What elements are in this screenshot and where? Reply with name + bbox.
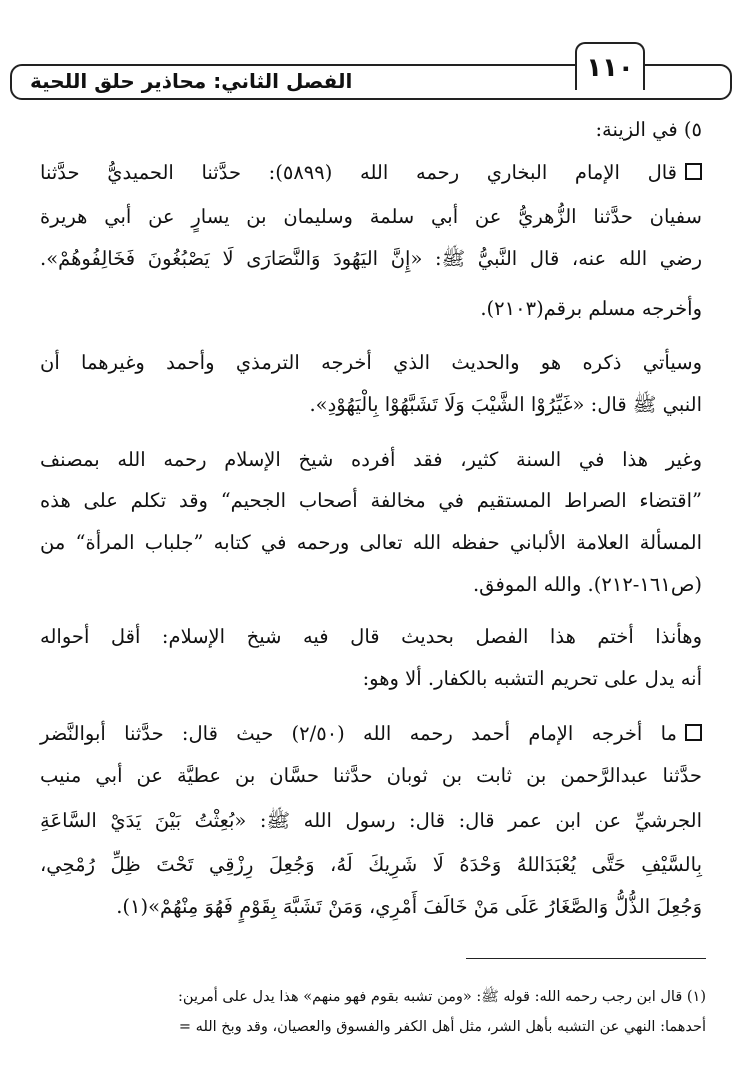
paragraph-line-text: سفيان حدَّثنا الزُّهريُّ عن أبي سلمة وسليمان بن يسارٍ عن أبي هريرة [40, 205, 702, 228]
paragraph-line-text: النبي ﷺ قال: «غَيِّرُوْا الشَّيْبَ وَلَا تَشَبَّهُوْا بِالْيَهُوْدِ». [309, 393, 702, 416]
paragraph-line [40, 156, 702, 190]
paragraph-line [40, 568, 702, 602]
paragraph-line-text: حدَّثنا عبدالرَّحمن بن ثابت بن ثوبان حدَّثنا حسَّان بن عطيَّة عن أبي منيب [40, 764, 702, 787]
paragraph-line-text: المسألة العلامة الألباني حفظه الله تعالى ورحمه في كتابه ”جلباب المرأة“ من [40, 531, 702, 554]
section-heading [40, 113, 702, 147]
paragraph-line-text: رضي الله عنه، قال النَّبيُّ ﷺ: «إِنَّ اليَهُودَ وَالنَّصَارَى لَا يَصْبُغُونَ فَخَالِفُوهُمْ». [40, 247, 702, 270]
paragraph-line [40, 717, 702, 751]
paragraph-line-text: ”اقتضاء الصراط المستقيم في مخالفة أصحاب الجحيم“ وقد تكلم على هذه [40, 489, 702, 512]
hadith-line [40, 388, 702, 422]
paragraph-line [40, 804, 702, 838]
paragraph-line-text: أنه يدل على تحريم التشبه بالكفار. ألا وهو: [362, 667, 702, 690]
paragraph-line [40, 346, 702, 380]
square-bullet-icon [685, 724, 702, 741]
paragraph-line-text: وَجُعِلَ الذُّلُّ وَالصَّغَارُ عَلَى مَنْ خَالَفَ أَمْرِي، وَمَنْ تَشَبَّهَ بِقَوْمٍ فَهُوَ مِنْهُمْ»(١). [116, 895, 702, 918]
chapter-title: الفصل الثاني: محاذير حلق اللحية [30, 69, 353, 93]
paragraph-line-text: الجرشيِّ عن ابن عمر قال: قال: رسول الله ﷺ: «بُعِثْتُ بَيْنَ يَدَيْ السَّاعَةِ [40, 809, 702, 832]
paragraph-line-text: بِالسَّيْفِ حَتَّى يُعْبَدَاللهُ وَحْدَهُ لَا شَرِيكَ لَهُ، وَجُعِلَ رِزْقِي تَحْتَ ظِلِّ رُمْحِي، [40, 853, 702, 876]
paragraph-line [40, 662, 702, 696]
paragraph-line-text: (ص١٦١-٢١٢). والله الموفق. [472, 573, 702, 596]
paragraph-line [40, 200, 702, 234]
paragraph-line-text: قال الإمام البخاري رحمه الله (٥٨٩٩): حدَّثنا الحميديُّ حدَّثنا [40, 161, 677, 184]
paragraph-line [40, 292, 702, 326]
paragraph-line-text: وسيأتي ذكره هو والحديث الذي أخرجه الترمذي وأحمد وغيرهما أن [40, 351, 702, 374]
section-heading-text: ٥) في الزينة: [595, 118, 702, 141]
square-bullet-icon [685, 163, 702, 180]
paragraph-line [40, 759, 702, 793]
footnote-line: (١) قال ابن رجب رحمه الله: قوله ﷺ: «ومن تشبه بقوم فهو منهم» هذا يدل على أمرين: [178, 989, 706, 1005]
hadith-line [40, 848, 702, 882]
paragraph-line [40, 443, 702, 477]
paragraph-line-text: وهأنذا أختم هذا الفصل بحديث قال فيه شيخ الإسلام: أقل أحواله [40, 625, 702, 648]
footnote-line: أحدهما: النهي عن التشبه بأهل الشر، مثل أهل الكفر والفسوق والعصيان، وقد وبخ الله = [178, 1019, 706, 1035]
hadith-line [40, 890, 702, 924]
hadith-line [40, 242, 702, 276]
paragraph-line [40, 484, 702, 518]
paragraph-line [40, 620, 702, 654]
paragraph-line-text: ما أخرجه الإمام أحمد رحمه الله (٢/٥٠) حيث قال: حدَّثنا أبوالنَّضر [40, 722, 677, 745]
footnote-separator [466, 958, 706, 959]
page-number: ١١٠ [586, 53, 634, 83]
paragraph-line [40, 526, 702, 560]
paragraph-line-text: وغير هذا في السنة كثير، فقد أفرده شيخ الإسلام رحمه الله بمصنف [40, 448, 702, 471]
paragraph-line-text: وأخرجه مسلم برقم(٢١٠٣). [480, 297, 702, 320]
